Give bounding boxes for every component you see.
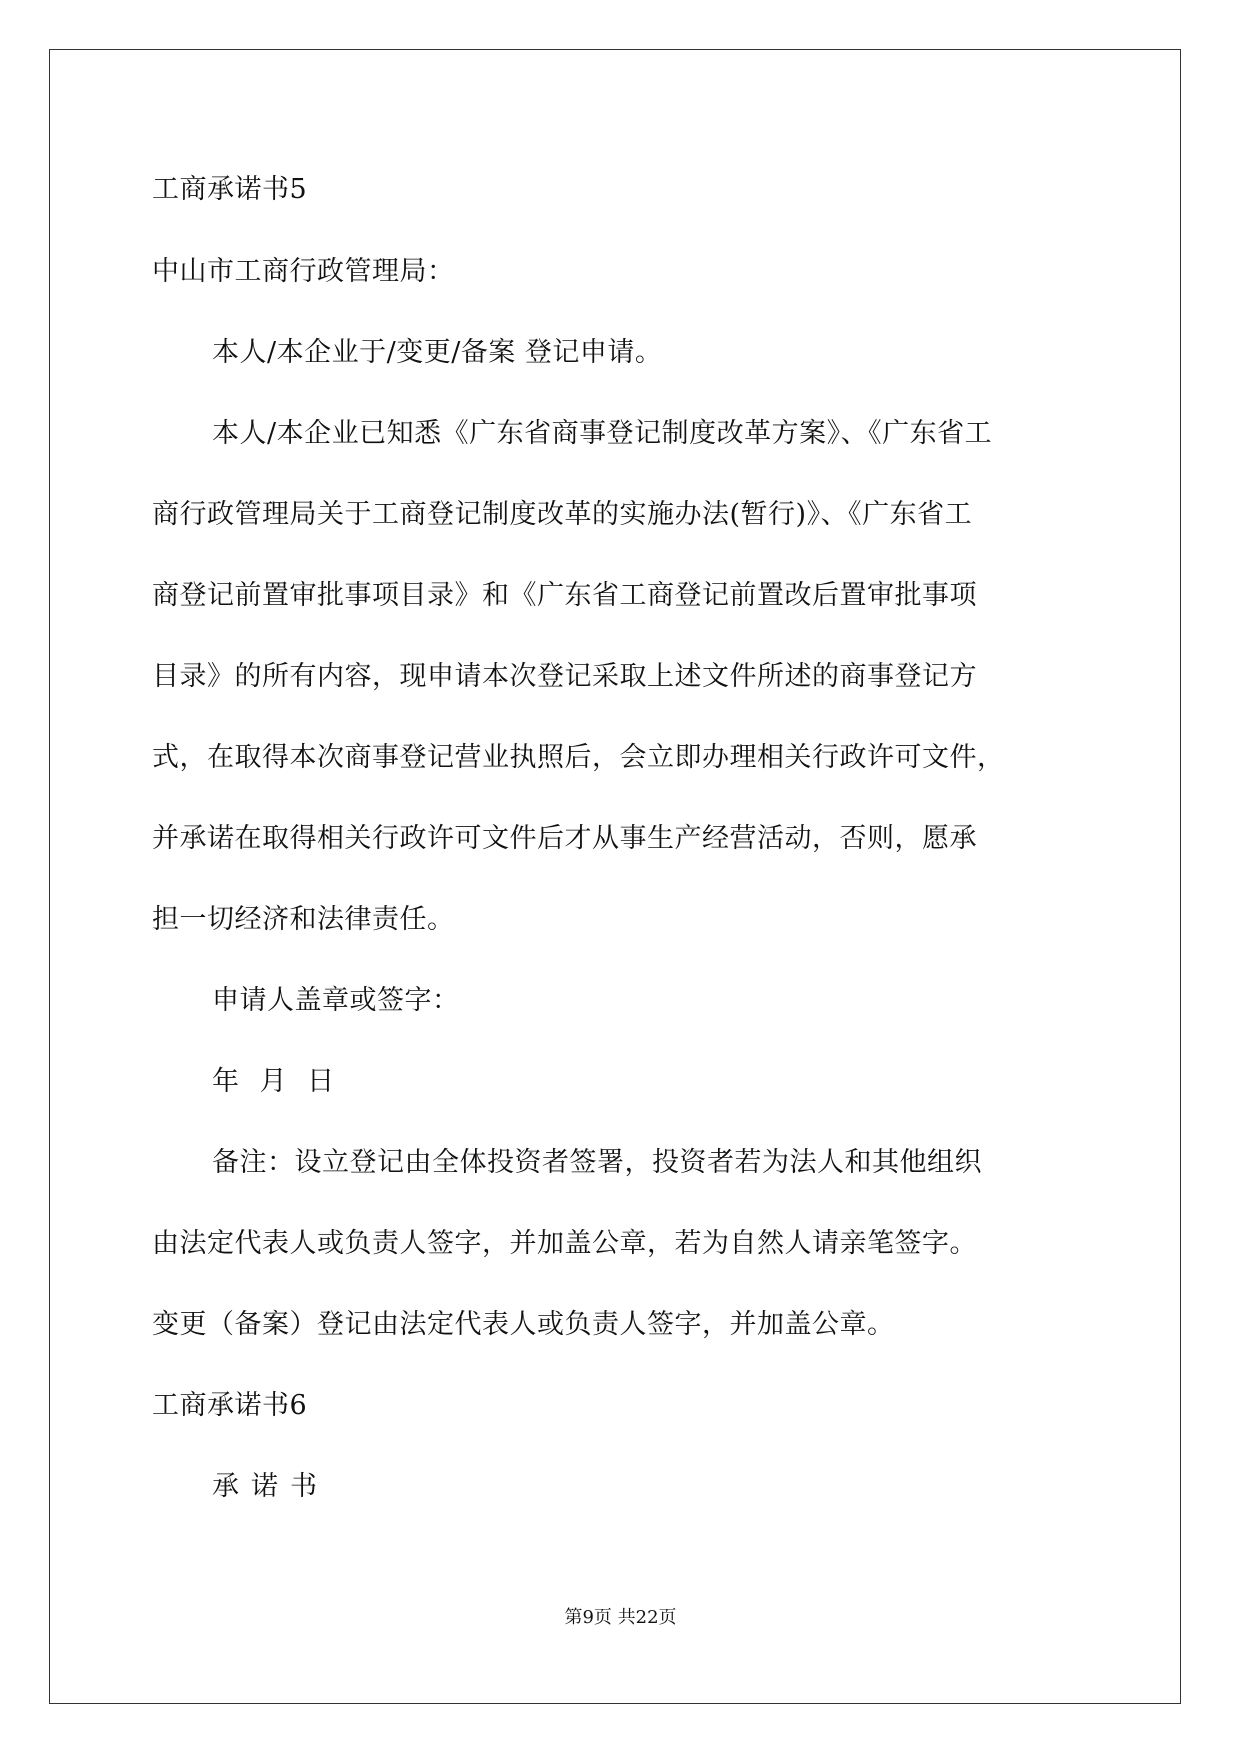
note-line: 由法定代表人或负责人签字，并加盖公章，若为自然人请亲笔签字。 — [152, 1228, 977, 1259]
page-border — [49, 49, 1181, 1704]
paragraph-line: 目录》的所有内容，现申请本次登记采取上述文件所述的商事登记方 — [152, 661, 977, 692]
date-line: 年 月 日 — [212, 1066, 341, 1097]
paragraph-application: 本人/本企业于/变更/备案 登记申请。 — [212, 337, 663, 368]
paragraph-line: 商行政管理局关于工商登记制度改革的实施办法(暂行)》、《广东省工 — [152, 499, 973, 530]
note-line: 备注：设立登记由全体投资者签署，投资者若为法人和其他组织 — [212, 1147, 982, 1178]
section-heading-6: 工商承诺书6 — [152, 1390, 308, 1421]
paragraph-line: 担一切经济和法律责任。 — [152, 904, 455, 935]
page-footer: 第9页 共22页 — [564, 1607, 677, 1628]
signature-label: 申请人盖章或签字： — [212, 985, 460, 1016]
pledge-subtitle: 承诺书 — [212, 1471, 329, 1502]
paragraph-line: 本人/本企业已知悉《广东省商事登记制度改革方案》、《广东省工 — [212, 418, 993, 449]
paragraph-line: 并承诺在取得相关行政许可文件后才从事生产经营活动，否则，愿承 — [152, 823, 977, 854]
note-line: 变更（备案）登记由法定代表人或负责人签字，并加盖公章。 — [152, 1309, 895, 1340]
paragraph-line: 式，在取得本次商事登记营业执照后，会立即办理相关行政许可文件， — [152, 742, 1005, 773]
addressee: 中山市工商行政管理局： — [152, 256, 455, 287]
section-heading-5: 工商承诺书5 — [152, 174, 308, 205]
paragraph-line: 商登记前置审批事项目录》和《广东省工商登记前置改后置审批事项 — [152, 580, 977, 611]
